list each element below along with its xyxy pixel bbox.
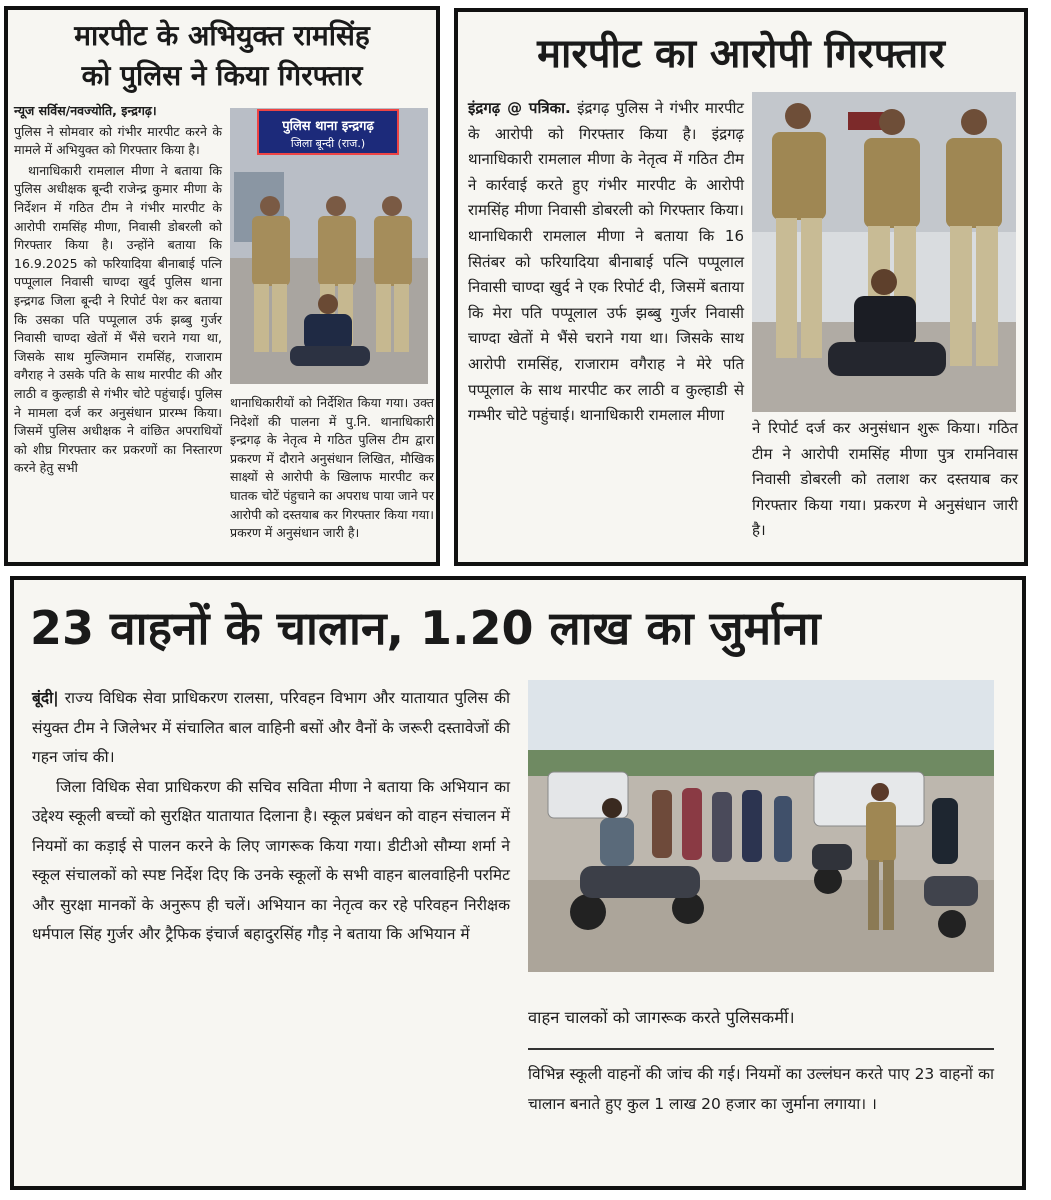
article1-headline <box>8 16 436 96</box>
article-clip-2 <box>454 8 1028 566</box>
article3-column-1 <box>32 684 510 950</box>
caption-divider <box>528 1048 994 1050</box>
article2-col1-text: इंद्रगढ़ पुलिस ने गंभीर मारपीट के आरोपी को गिरफ्तार किया है। इंद्रगढ़ थानाधिकारी रामलाल मीणा के नेतृत्व में गठित टीम ने कार्रवाई करते हुए गंभीर मारपीट के आरोपी रामसिंह मीणा निवासी डोबरली को गिरफ्तार किया। थानाधिकारी रामलाल मीणा ने बताया कि 16 सितंबर को फरियादिया बीनाबाई पत्नि पप्पूलाल निवासी चाण्दा खुर्द ने एक रिपोर्ट दी, जिसमें बताया कि मेरा पति पप्पूलाल उर्फ झब्बु गुर्जर निवासी चाण्दा खेतों मे भैंसे चराने गया था। जिसके साथ आरोपी रामसिंह, राजाराम वगैराह ने मेरे पति पप्पूलाल के साथ मारपीट कर लाठी व कुल्हाडी से गम्भीर चोटे पहुंचाई। थानाधिकारी रामलाल मीणा <box>468 99 744 425</box>
article1-headline-line1: मारपीट के अभियुक्त रामसिंह <box>74 19 370 52</box>
article3-lead-word: बूंदी| <box>32 689 59 707</box>
article2-dateline: इंद्रगढ़ @ पत्रिका. <box>468 99 571 117</box>
article3-col2-text: विभिन्न स्कूली वाहनों की जांच की गई। नियमों का उल्लंघन करते पाए 23 वाहनों का चालान बनाते हुए कुल 1 लाख 20 हजार का जुर्माना लगाया। । <box>528 1065 994 1113</box>
article-clip-3 <box>10 576 1026 1190</box>
article2-column-1 <box>468 96 744 431</box>
station-sign-line1: पुलिस थाना इन्द्रगढ़ <box>282 119 374 134</box>
article1-col2-text: थानाधिकारीयों को निर्देशित किया गया। उक्त निदेशों की पालना में पु.नि. थानाधिकारी इन्द्रगढ़ के नेतृत्व मे गठित पुलिस टीम द्वारा प्रकरण में दौराने अनुसंधान लिखित, मौखिक साक्ष्यों से आरोपी के खिलाफ मारपीट कर घातक चोटें पंहुचाने का अपराध पाया जाने पर आरोपी को दस्तयाब कर गिरफ्तार किया गया।प्रकरण में अनुसंधान जारी है। <box>230 395 434 541</box>
article1-photo <box>230 108 428 384</box>
article3-vehicle-check-photo <box>528 680 994 972</box>
article1-para2: थानाधिकारी रामलाल मीणा ने बताया कि पुलिस अधीक्षक बून्दी राजेन्द्र कुमार मीणा के निर्देशन में गठित टीम ने गंभीर मारपीट के आरोपी रामसिंह मीणा, निवासी डोबरली को गिरफ्तार किया है। उन्होंने बताया कि 16.9.2025 को फरियादिया बीनाबाई पत्नि पप्पूलाल निवासी चाण्दा खुर्द पुलिस थाना इन्द्रगढ जिला बून्दी ने रिपोर्ट पेश कर बताया कि उसका पति पप्पूलाल उर्फ झब्बु गुर्जर निवासी चाण्दा खेतों में भैंसे चराने गया था, जिसके साथ मुल्जिमान रामसिंह, राजाराम वगैराह ने उसके पति के साथ मारपीट की और लाठी व कुल्हाडी से गंभीर चोटे पहुंचाई। पुलिस ने मामला दर्ज कर अनुसंधान प्रारम्भ किया। जिसमें पुलिस अधीक्षक ने वांछित अपराधियों को शीघ्र गिरफ्तार कर प्रकरणों का निस्तारण करने हेतु सभी <box>14 162 222 476</box>
article3-photo-caption: वाहन चालकों को जागरूक करते पुलिसकर्मी। <box>528 1008 795 1027</box>
article3-headline: 23 वाहनों के चालान, 1.20 लाख का जुर्माना <box>30 601 821 655</box>
article3-photo <box>528 680 994 972</box>
article1-para1: पुलिस ने सोमवार को गंभीर मारपीट करने के मामले में अभियुक्त को गिरफ्तार किया है। <box>14 123 222 158</box>
article1-column-1 <box>14 102 222 480</box>
article2-column-2 <box>752 416 1018 546</box>
article1-column-2 <box>230 394 434 545</box>
article3-para2: जिला विधिक सेवा प्राधिकरण की सचिव सविता मीणा ने बताया कि अभियान का उद्देश्य स्कूली बच्चों को सुरक्षित यातायात दिलाना है। स्कूल प्रबंधन को वाहन संचालन में नियमों का कड़ाई से पालन करने के लिए जागरूक किया गया। डीटीओ सौम्या शर्मा ने स्कूल संचालकों को स्पष्ट निर्देश दिए कि उनके स्कूलों के सभी वाहन बालवाहिनी परमिट और सुरक्षा मानकों के अनुरूप ही चलें। अभियान का नेतृत्व कर रहे परिवहन निरीक्षक धर्मपाल सिंह गुर्जर और ट्रैफिक इंचार्ज बहादुरसिंह गौड़ ने बताया कि अभियान में <box>32 777 510 943</box>
article2-police-photo <box>752 92 1016 412</box>
article-clip-1 <box>4 6 440 566</box>
article2-col2-text: ने रिपोर्ट दर्ज कर अनुसंधान शुरू किया। गठित टीम ने आरोपी रामसिंह मीणा पुत्र रामनिवास निवासी डोबरली को तलाश कर दस्तयाब कर गिरफ्तार किया गया। प्रकरण मे अनुसंधान जारी है। <box>752 419 1018 540</box>
article3-para1: राज्य विधिक सेवा प्राधिकरण रालसा, परिवहन विभाग और यातायात पुलिस की संयुक्त टीम ने जिलेभर में संचालित बाल वाहिनी बसों और वैनों के जरूरी दस्तावेजों की गहन जांच की। <box>32 689 510 766</box>
article1-headline-line2: को पुलिस ने किया गिरफ्तार <box>81 59 363 92</box>
article3-column-2 <box>528 1060 994 1119</box>
article2-photo <box>752 92 1016 412</box>
article1-police-photo <box>230 108 428 384</box>
article2-headline: मारपीट का आरोपी गिरफ्तार <box>537 31 945 77</box>
station-sign-line2: जिला बून्दी (राज.) <box>290 137 366 150</box>
article1-dateline: न्यूज सर्विस/नवज्योति, इन्द्रगढ़। <box>14 103 157 118</box>
